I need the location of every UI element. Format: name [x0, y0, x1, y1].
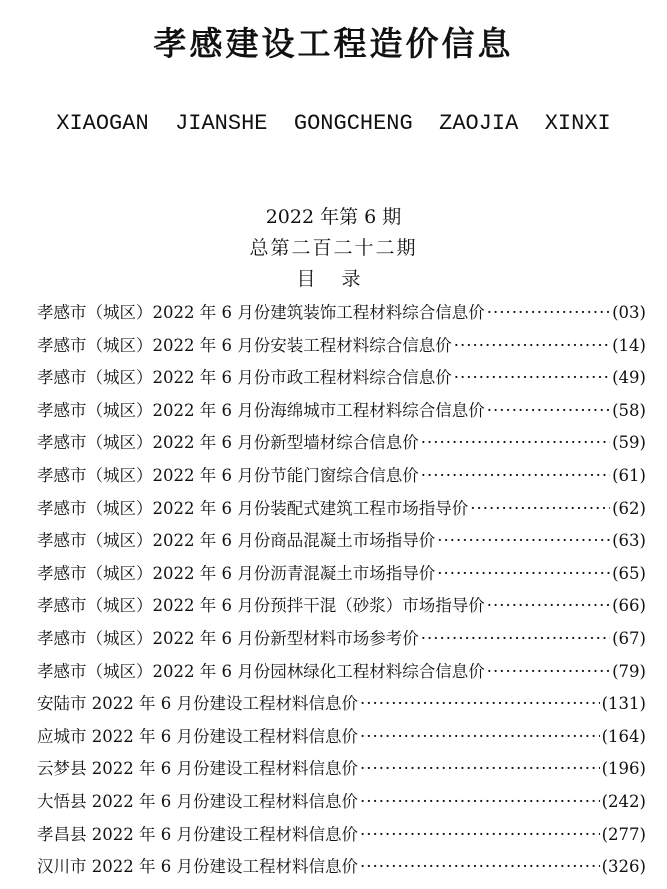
- toc-leader-dots: [360, 688, 600, 721]
- issue-number: 2022 年第 6 期: [265, 206, 402, 228]
- toc-entry-page: (65): [612, 563, 646, 583]
- toc-entry-page: (164): [601, 726, 646, 746]
- toc-entry[interactable]: [37, 753, 646, 786]
- toc-leader-dots: [437, 558, 610, 591]
- toc-entry-title: 孝感市（城区）2022 年 6 月份节能门窗综合信息价: [37, 465, 419, 485]
- publication-title: 孝感建设工程造价信息: [153, 24, 514, 63]
- toc-leader-dots: [360, 851, 600, 884]
- toc-entry-page: (131): [601, 694, 646, 714]
- toc-entry-page: (03): [612, 303, 646, 322]
- toc-leader-dots: [421, 460, 610, 493]
- toc-leader-dots: [437, 525, 610, 558]
- toc-entry[interactable]: [37, 623, 646, 656]
- toc-entry[interactable]: [37, 721, 646, 754]
- toc-leader-dots: [487, 656, 610, 689]
- toc-entry-title: 孝感市（城区）2022 年 6 月份建筑装饰工程材料综合信息价: [37, 303, 485, 322]
- toc-entry-page: (242): [601, 791, 646, 811]
- toc-entry[interactable]: [37, 493, 646, 526]
- toc-entry-page: (79): [612, 661, 646, 681]
- toc-leader-dots: [421, 427, 610, 460]
- toc-entry[interactable]: [37, 330, 646, 363]
- toc-entry-title: 孝感市（城区）2022 年 6 月份沥青混凝土市场指导价: [37, 563, 436, 583]
- toc-entry-page: (196): [601, 759, 646, 779]
- toc-entry-title: 孝感市（城区）2022 年 6 月份装配式建筑工程市场指导价: [37, 498, 469, 518]
- publication-pinyin-title: XIAOGAN JIANSHE GONGCHENG ZAOJIA XINXI: [56, 111, 611, 136]
- toc-leader-dots: [470, 493, 610, 526]
- toc-entry-title: 孝感市（城区）2022 年 6 月份海绵城市工程材料综合信息价: [37, 400, 485, 420]
- toc-entry-page: (66): [612, 596, 646, 616]
- toc-entry-page: (61): [612, 465, 646, 485]
- toc-leader-dots: [360, 721, 600, 754]
- toc-entry[interactable]: [37, 558, 646, 591]
- toc-entry[interactable]: [37, 427, 646, 460]
- toc-entry[interactable]: [37, 656, 646, 689]
- toc-entry-title: 孝感市（城区）2022 年 6 月份园林绿化工程材料综合信息价: [37, 661, 485, 681]
- toc-leader-dots: [360, 819, 600, 852]
- toc-entry-page: (14): [612, 335, 646, 355]
- toc-leader-dots: [487, 590, 610, 623]
- toc-entry-title: 孝感市（城区）2022 年 6 月份新型墙材综合信息价: [37, 433, 419, 453]
- toc-entry-page: (62): [612, 498, 646, 518]
- total-issue-number: 总第二百二十二期: [249, 237, 418, 259]
- toc-entry-page: (59): [612, 433, 646, 453]
- toc-entry-title: 云梦县 2022 年 6 月份建设工程材料信息价: [37, 759, 358, 779]
- toc-leader-dots: [454, 330, 610, 363]
- toc-entry[interactable]: [37, 819, 646, 852]
- toc-entry-title: 大悟县 2022 年 6 月份建设工程材料信息价: [37, 791, 358, 811]
- toc-entry-page: (49): [612, 368, 646, 388]
- toc-entry-title: 孝感市（城区）2022 年 6 月份预拌干混（砂浆）市场指导价: [37, 596, 485, 616]
- toc-entry-title: 孝感市（城区）2022 年 6 月份市政工程材料综合信息价: [37, 368, 452, 388]
- toc-entry-title: 孝感市（城区）2022 年 6 月份新型材料市场参考价: [37, 628, 419, 648]
- toc-leader-dots: [454, 362, 610, 395]
- toc-entry[interactable]: [37, 395, 646, 428]
- toc-leader-dots: [487, 395, 610, 428]
- toc-heading: 目 录: [296, 268, 371, 290]
- toc-leader-dots: [360, 753, 600, 786]
- toc-entry-title: 孝感市（城区）2022 年 6 月份安装工程材料综合信息价: [37, 335, 452, 355]
- toc-leader-dots: [421, 623, 610, 656]
- toc-entry-title: 应城市 2022 年 6 月份建设工程材料信息价: [37, 726, 358, 746]
- toc-entry-title: 汉川市 2022 年 6 月份建设工程材料信息价: [37, 857, 358, 877]
- toc-entry[interactable]: [37, 688, 646, 721]
- toc-entry-page: (58): [612, 400, 646, 420]
- toc-entry-page: (326): [601, 857, 646, 877]
- toc-entry[interactable]: [37, 590, 646, 623]
- toc-entry[interactable]: [37, 362, 646, 395]
- toc-entry[interactable]: [37, 460, 646, 493]
- toc-entry[interactable]: [37, 851, 646, 884]
- toc-entry-title: 孝感市（城区）2022 年 6 月份商品混凝土市场指导价: [37, 531, 436, 551]
- toc-entry-title: 孝昌县 2022 年 6 月份建设工程材料信息价: [37, 824, 358, 844]
- toc-entry-title: 安陆市 2022 年 6 月份建设工程材料信息价: [37, 694, 358, 714]
- toc-entry-page: (67): [612, 628, 646, 648]
- toc-entry-page: (63): [612, 531, 646, 551]
- toc-entry-page: (277): [601, 824, 646, 844]
- toc-leader-dots: [487, 297, 610, 330]
- toc-entry[interactable]: [37, 525, 646, 558]
- toc-entry[interactable]: [37, 297, 646, 330]
- toc-entry[interactable]: [37, 786, 646, 819]
- table-of-contents: [37, 297, 646, 884]
- toc-leader-dots: [360, 786, 600, 819]
